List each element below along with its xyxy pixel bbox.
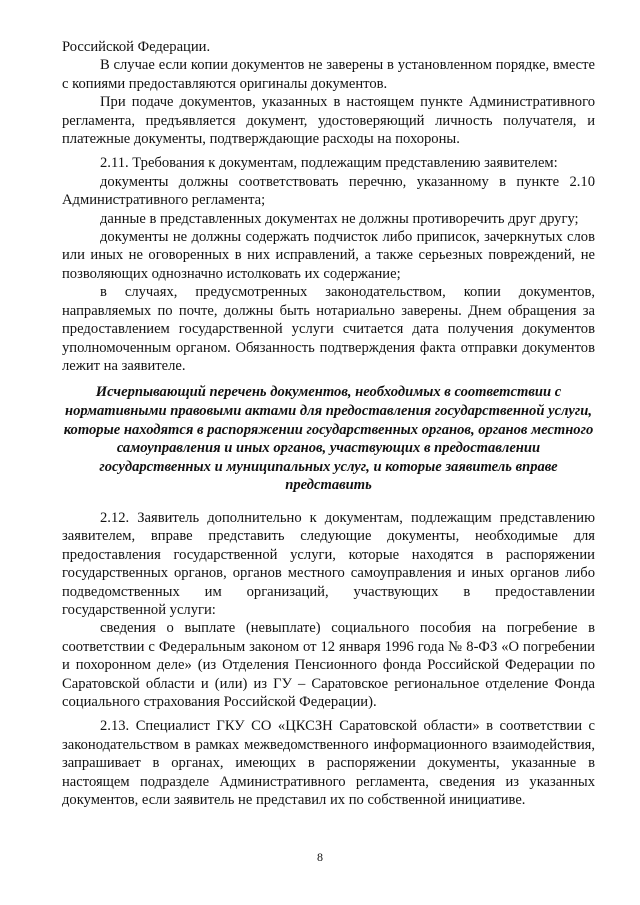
paragraph: Российской Федерации. bbox=[62, 39, 211, 55]
paragraph: При подаче документов, указанных в настоящем пункте Административного регламента, предъявляется документ, удостоверяющий личность получателя, и платежные документы, подтверждающие расходы на похороны. bbox=[62, 94, 595, 148]
paragraph: документы не должны содержать подчисток либо приписок, зачеркнутых слов или иных не оговоренных в них исправлений, а также серьезных повреждений, не позволяющих однозначно истолковать их содержание; bbox=[62, 229, 595, 282]
paragraph-2-12: 2.12. Заявитель дополнительно к документам, подлежащим представлению заявителем, вправе представить следующие документы, необходимые для предоставления государственной услуги, которые находятся в распоряжении государственных органов, органов местного самоуправления и иных органов либо подведомственных им организаций, участвующих в предоставлении государственной услуги: bbox=[62, 509, 595, 618]
page-number: 8 bbox=[317, 850, 323, 864]
paragraph: документы должны соответствовать перечню, указанному в пункте 2.10 Административного регламента; bbox=[62, 173, 595, 209]
paragraph: В случае если копии документов не заверены в установленном порядке, вместе с копиями предоставляются оригиналы документов. bbox=[62, 57, 595, 92]
paragraph: сведения о выплате (невыплате) социального пособия на погребение в соответствии с Федеральным законом от 12 января 1996 года № 8-ФЗ «О погребении и похоронном деле» (из Отделения Пенсионного фонда Российской Федерации по Саратовской области и (или) из ГУ – Саратовское региональное отделение Фонда социального страхования Российской Федерации). bbox=[62, 620, 595, 710]
paragraph-2-11: 2.11. Требования к документам, подлежащим представлению заявителем: bbox=[100, 155, 558, 172]
document-page bbox=[62, 38, 595, 809]
paragraph: данные в представленных документах не должны противоречить друг другу; bbox=[100, 210, 579, 227]
paragraph-2-13: 2.13. Специалист ГКУ СО «ЦКСЗН Саратовской области» в соответствии с законодательством в рамках межведомственного информационного взаимодействия, запрашивает в органах, имеющих в распоряжении документы, указанные в настоящем подразделе Административного регламента, сведения из указанных документов, если заявитель не представил их по собственной инициативе. bbox=[62, 718, 595, 808]
paragraph: в случаях, предусмотренных законодательством, копии документов, направляемых по почте, должны быть нотариально заверены. Днем обращения за предоставлением государственной услуги считается дата получения документов уполномоченным органом. Обязанность подтверждения факта отправки документов лежит на заявителе. bbox=[62, 284, 595, 374]
section-heading: Исчерпывающий перечень документов, необходимых в соответствии с нормативными правовыми актами для предоставления государственной услуги, которые находятся в распоряжении государственных органов, органов местного самоуправления и иных органов, участвующих в предоставлении государственных и муниципальных услуг, и которые заявитель вправе представить bbox=[63, 384, 594, 494]
